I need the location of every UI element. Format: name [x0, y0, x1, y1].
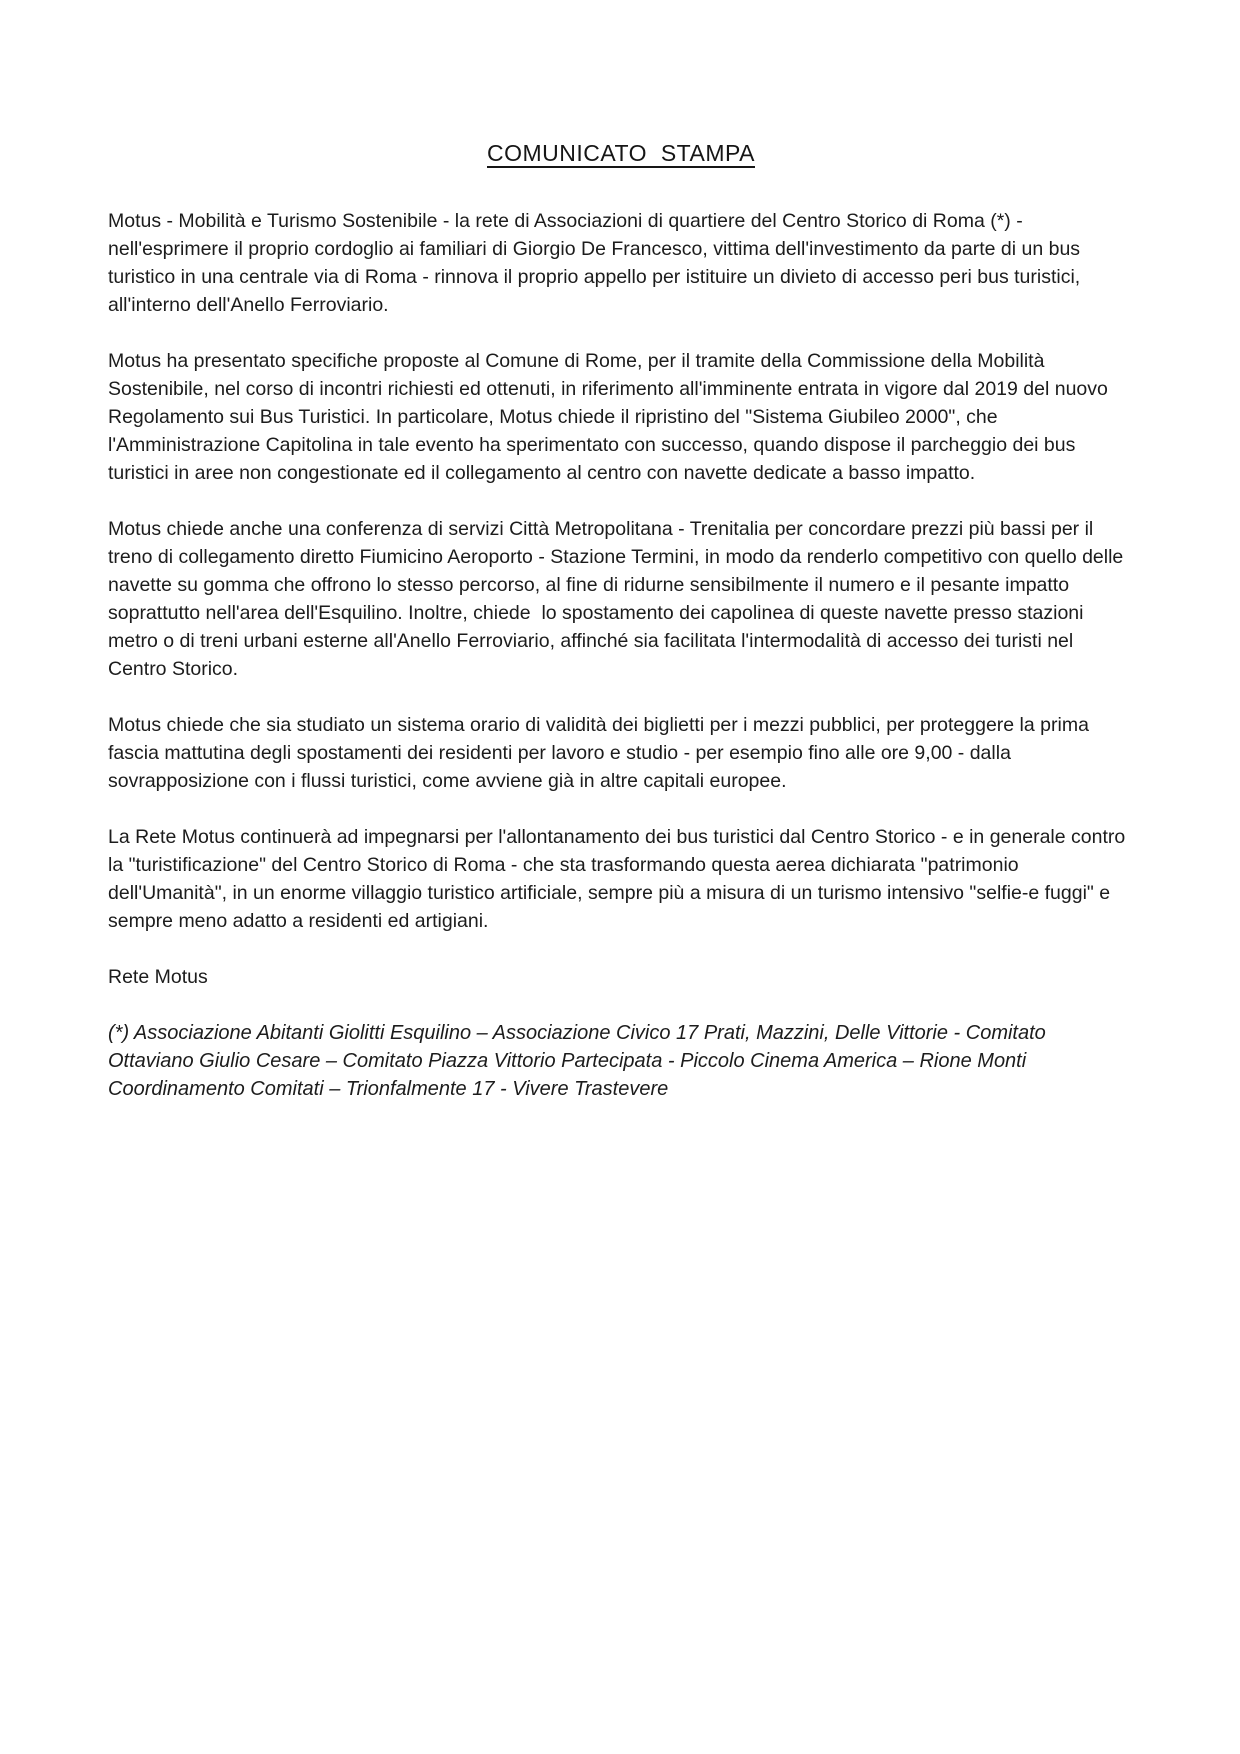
- footnote-associations: (*) Associazione Abitanti Giolitti Esquilino – Associazione Civico 17 Prati, Mazzini, Delle Vittorie - Comitato Ottaviano Giulio Cesare – Comitato Piazza Vittorio Partecipata - Piccolo Cinema America – Rione Monti Coordinamento Comitati – Trionfalmente 17 - Vivere Trastevere: [108, 1022, 1052, 1100]
- paragraph-conferenza-servizi: Motus chiede anche una conferenza di servizi Città Metropolitana - Trenitalia per concordare prezzi più bassi per il treno di collegamento diretto Fiumicino Aeroporto - Stazione Termini, in modo da renderlo competitivo con quello delle navette su gomma che offrono lo stesso percorso, al fine di ridurne sensibilmente il numero e il pesante impatto soprattutto nell'area dell'Esquilino. Inoltre, chiede lo spostamento dei capolinea di queste navette presso stazioni metro o di treni urbani esterne all'Anello Ferroviario, affinché sia facilitata l'intermodalità di accesso dei turisti nel Centro Storico.: [108, 518, 1129, 680]
- paragraph-conclusione: La Rete Motus continuerà ad impegnarsi per l'allontanamento dei bus turistici dal Centro Storico - e in generale contro la "turistificazione" del Centro Storico di Roma - che sta trasformando questa aerea dichiarata "patrimonio dell'Umanità", in un enorme villaggio turistico artificiale, sempre più a misura di un turismo intensivo "selfie-e fuggi" e sempre meno adatto a residenti ed artigiani.: [108, 826, 1131, 932]
- paragraph-proposte-comune: Motus ha presentato specifiche proposte al Comune di Rome, per il tramite della Commissione della Mobilità Sostenibile, nel corso di incontri richiesti ed ottenuti, in riferimento all'imminente entrata in vigore dal 2019 del nuovo Regolamento sui Bus Turistici. In particolare, Motus chiede il ripristino del "Sistema Giubileo 2000", che l'Amministrazione Capitolina in tale evento ha sperimentato con successo, quando dispose il parcheggio dei bus turistici in aree non congestionate ed il collegamento al centro con navette dedicate a basso impatto.: [108, 350, 1114, 484]
- signature: Rete Motus: [108, 966, 208, 988]
- document-title: COMUNICATO STAMPA: [487, 140, 755, 166]
- paragraph-intro: Motus - Mobilità e Turismo Sostenibile - la rete di Associazioni di quartiere del Centro Storico di Roma (*) - nell'esprimere il proprio cordoglio ai familiari di Giorgio De Francesco, vittima dell'investimento da parte di un bus turistico in una centrale via di Roma - rinnova il proprio appello per istituire un divieto di accesso peri bus turistici, all'interno dell'Anello Ferroviario.: [108, 210, 1086, 316]
- paragraph-sistema-orario: Motus chiede che sia studiato un sistema orario di validità dei biglietti per i mezzi pubblici, per proteggere la prima fascia mattutina degli spostamenti dei residenti per lavoro e studio - per esempio fino alle ore 9,00 - dalla sovrapposizione con i flussi turistici, come avviene già in altre capitali europee.: [108, 714, 1095, 792]
- document-content: [108, 140, 1134, 1103]
